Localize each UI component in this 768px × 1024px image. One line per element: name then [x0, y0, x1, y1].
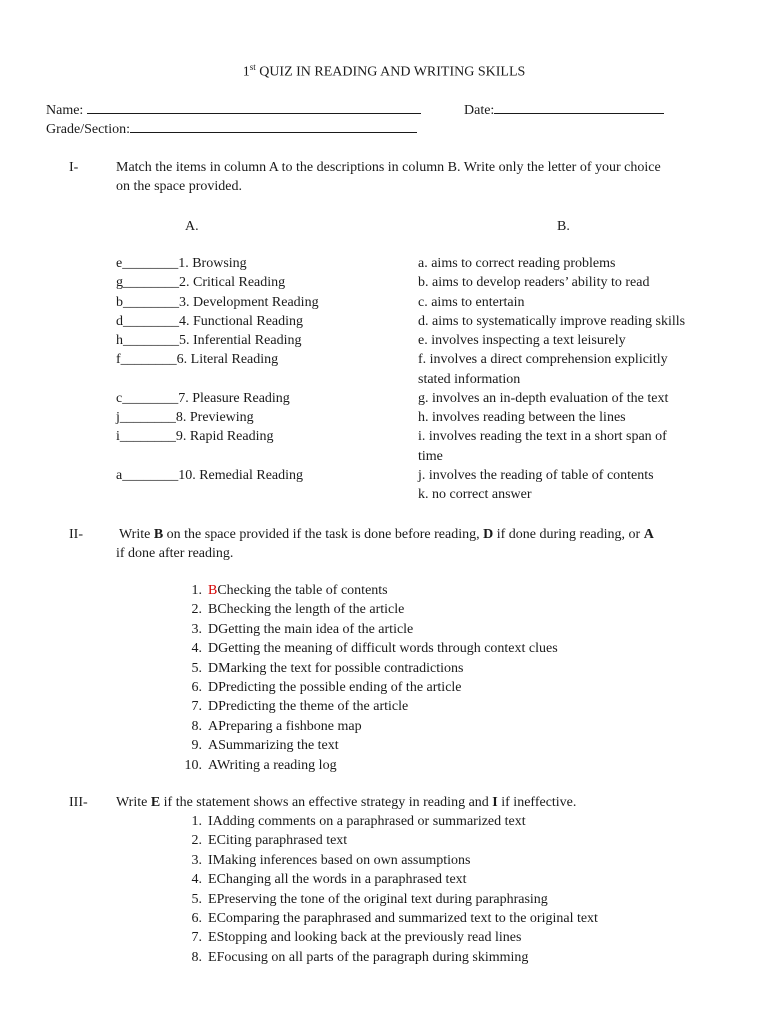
item-answer[interactable]: D [208, 699, 219, 715]
match-item[interactable] [116, 427, 274, 446]
part2-instr-text: Write [119, 527, 154, 542]
description-item: time [418, 449, 443, 464]
part2-item [180, 717, 362, 736]
match-item-label: 8. Previewing [175, 410, 254, 425]
part2-item [180, 659, 463, 678]
match-answer[interactable]: j [116, 410, 120, 425]
item-text: Stopping and looking back at the previously read lines [216, 930, 522, 946]
item-number: 4. [191, 872, 202, 888]
match-item-label: 9. Rapid Reading [175, 429, 274, 444]
answer-blank[interactable]: ________ [122, 391, 179, 406]
item-number: 2. [191, 833, 202, 849]
column-b-header: B. [557, 219, 570, 234]
item-text: Marking the text for possible contradictions [218, 660, 464, 676]
part2-instr-bold-b: B [153, 527, 164, 542]
part2-instr-text: on the space provided if the task is done before reading, [163, 527, 484, 542]
item-number: 7. [191, 699, 202, 715]
item-number: 7. [191, 930, 202, 946]
grade-label: Grade/Section: [46, 122, 130, 137]
answer-blank[interactable]: ________ [120, 352, 177, 367]
match-item-label: 3. Development Reading [179, 295, 319, 310]
item-text: Summarizing the text [218, 738, 339, 754]
item-text: Checking the length of the article [217, 602, 405, 618]
match-item[interactable] [116, 312, 303, 331]
item-answer[interactable]: B [208, 583, 218, 598]
item-number: 5. [191, 660, 202, 676]
answer-blank[interactable]: ________ [122, 256, 179, 271]
description-item: k. no correct answer [418, 487, 532, 502]
item-answer[interactable]: A [208, 738, 219, 754]
item-text: Changing all the words in a paraphrased text [216, 872, 467, 888]
item-text: Predicting the theme of the article [218, 699, 409, 715]
item-number: 10. [184, 757, 202, 773]
answer-blank[interactable]: ________ [122, 468, 179, 483]
part2-item [180, 678, 462, 697]
part3-item [180, 851, 470, 870]
description-item: a. aims to correct reading problems [418, 256, 616, 271]
part1-instruction-line2: on the space provided. [116, 179, 242, 194]
title-ordinal: 1 [242, 64, 250, 80]
description-item: c. aims to entertain [418, 295, 525, 310]
item-number: 6. [191, 680, 202, 695]
item-number: 8. [191, 718, 202, 734]
part2-item [180, 600, 404, 619]
match-answer[interactable]: i [116, 429, 120, 444]
match-item[interactable] [116, 389, 290, 408]
item-number: 3. [191, 852, 202, 868]
match-answer[interactable]: e [116, 256, 123, 271]
item-text: Getting the main idea of the article [218, 621, 414, 637]
part1-instruction-line1: Match the items in column A to the descriptions in column B. Write only the letter of your choice [116, 160, 661, 175]
item-answer[interactable]: B [208, 602, 218, 618]
match-answer[interactable]: d [116, 314, 123, 329]
match-answer[interactable]: c [116, 391, 123, 406]
match-answer[interactable]: f [116, 352, 121, 367]
name-blank[interactable] [87, 100, 421, 114]
item-number: 8. [191, 949, 202, 965]
item-answer[interactable]: E [208, 911, 217, 926]
item-answer[interactable]: A [208, 757, 217, 773]
part1-numeral: I- [69, 160, 79, 175]
page-title [0, 62, 768, 81]
match-answer[interactable]: b [116, 295, 123, 310]
item-answer[interactable]: I [208, 852, 213, 868]
part2-item [180, 697, 408, 716]
match-item[interactable] [116, 273, 285, 292]
answer-blank[interactable]: ________ [123, 295, 179, 310]
match-item-label: 7. Pleasure Reading [178, 391, 290, 406]
part3-item [180, 812, 526, 831]
title-ordinal-suffix: st [249, 62, 256, 72]
item-number: 9. [191, 738, 202, 754]
part2-instr-text: if done during reading, or [493, 527, 644, 542]
description-item: d. aims to systematically improve reading skills [418, 314, 686, 329]
part3-instr-bold-e: E [150, 795, 161, 810]
match-item[interactable] [116, 254, 247, 273]
description-item: j. involves the reading of table of contents [418, 468, 654, 483]
item-text: Getting the meaning of difficult words through context clues [218, 641, 558, 657]
item-number: 1. [191, 583, 202, 598]
part2-item [180, 620, 413, 639]
title-text: QUIZ IN READING AND WRITING SKILLS [255, 64, 526, 80]
answer-blank[interactable]: ________ [119, 410, 176, 425]
part3-item [180, 909, 598, 928]
item-number: 4. [191, 641, 202, 657]
name-field[interactable] [46, 100, 421, 120]
match-item-label: 4. Functional Reading [179, 314, 304, 329]
match-item-label: 10. Remedial Reading [178, 468, 304, 483]
match-item[interactable] [116, 466, 303, 485]
part2-item [180, 736, 339, 755]
item-answer[interactable]: I [208, 814, 213, 829]
item-answer[interactable]: D [208, 621, 219, 637]
description-item: stated information [418, 372, 521, 387]
part3-item [180, 890, 548, 909]
match-item-label: 2. Critical Reading [179, 275, 286, 290]
match-item[interactable] [116, 350, 278, 369]
column-a-header: A. [185, 219, 199, 234]
description-item: h. involves reading between the lines [418, 410, 626, 425]
part2-instr-bold-a: A [643, 527, 654, 542]
grade-blank[interactable] [130, 119, 417, 133]
item-answer[interactable]: D [208, 680, 219, 695]
item-number: 6. [191, 911, 202, 926]
match-item-label: 1. Browsing [178, 256, 247, 271]
item-number: 5. [191, 891, 202, 907]
part2-item [180, 639, 558, 658]
description-item: g. involves an in-depth evaluation of the text [418, 391, 669, 406]
part3-numeral: III- [69, 795, 88, 810]
item-answer[interactable]: E [208, 930, 217, 946]
item-answer[interactable]: E [208, 833, 217, 849]
item-text: Making inferences based on own assumptions [212, 852, 471, 868]
description-item: e. involves inspecting a text leisurely [418, 333, 626, 348]
item-text: Writing a reading log [217, 757, 337, 773]
answer-blank[interactable]: ________ [123, 333, 179, 348]
item-answer[interactable]: E [208, 872, 217, 888]
date-blank[interactable] [494, 100, 664, 114]
item-number: 3. [191, 621, 202, 637]
item-answer[interactable]: D [208, 641, 219, 657]
part3-instr-text: if ineffective. [497, 795, 577, 810]
match-answer[interactable]: g [116, 275, 123, 290]
part3-instr-text: if the statement shows an effective strategy in reading and [160, 795, 493, 810]
name-label: Name: [46, 103, 84, 118]
item-text: Comparing the paraphrased and summarized text to the original text [216, 911, 598, 926]
match-answer[interactable]: a [116, 468, 123, 483]
part3-item [180, 928, 521, 947]
match-item-label: 6. Literal Reading [176, 352, 279, 367]
answer-blank[interactable]: ________ [123, 275, 179, 290]
item-text: Citing paraphrased text [216, 833, 348, 849]
part3-instruction [116, 793, 576, 812]
item-number: 2. [191, 602, 202, 618]
item-text: Checking the table of contents [217, 583, 388, 598]
match-item[interactable] [116, 293, 319, 312]
part2-instruction-line1 [119, 525, 654, 544]
part2-instr-bold-d: D [483, 527, 494, 542]
part2-numeral: II- [69, 527, 83, 542]
date-field[interactable] [464, 100, 664, 120]
description-item: b. aims to develop readers’ ability to read [418, 275, 650, 290]
item-answer[interactable]: E [208, 891, 217, 907]
match-item[interactable] [116, 408, 254, 427]
part3-item [180, 870, 467, 889]
match-item[interactable] [116, 331, 301, 350]
part2-item [180, 581, 388, 600]
answer-blank[interactable]: ________ [123, 314, 179, 329]
part2-instruction-line2: if done after reading. [116, 546, 234, 561]
match-item-label: 5. Inferential Reading [179, 333, 302, 348]
item-text: Focusing on all parts of the paragraph during skimming [216, 949, 529, 965]
item-answer[interactable]: E [208, 949, 217, 965]
item-text: Predicting the possible ending of the article [218, 680, 462, 695]
part2-item [180, 756, 337, 775]
part3-item [180, 948, 528, 967]
date-label: Date: [464, 103, 495, 118]
grade-section-field[interactable] [46, 119, 417, 139]
description-item: f. involves a direct comprehension explicitly [418, 352, 668, 367]
match-answer[interactable]: h [116, 333, 123, 348]
answer-blank[interactable]: ________ [119, 429, 176, 444]
description-item: i. involves reading the text in a short span of [418, 429, 667, 444]
part3-item [180, 831, 347, 850]
item-answer[interactable]: D [208, 660, 219, 676]
item-answer[interactable]: A [208, 718, 219, 734]
item-text: Adding comments on a paraphrased or summarized text [212, 814, 526, 829]
item-text: Preserving the tone of the original text during paraphrasing [216, 891, 548, 907]
part3-instr-text: Write [116, 795, 151, 810]
part3-instr-bold-i: I [492, 795, 498, 810]
item-text: Preparing a fishbone map [218, 718, 362, 734]
item-number: 1. [191, 814, 202, 829]
